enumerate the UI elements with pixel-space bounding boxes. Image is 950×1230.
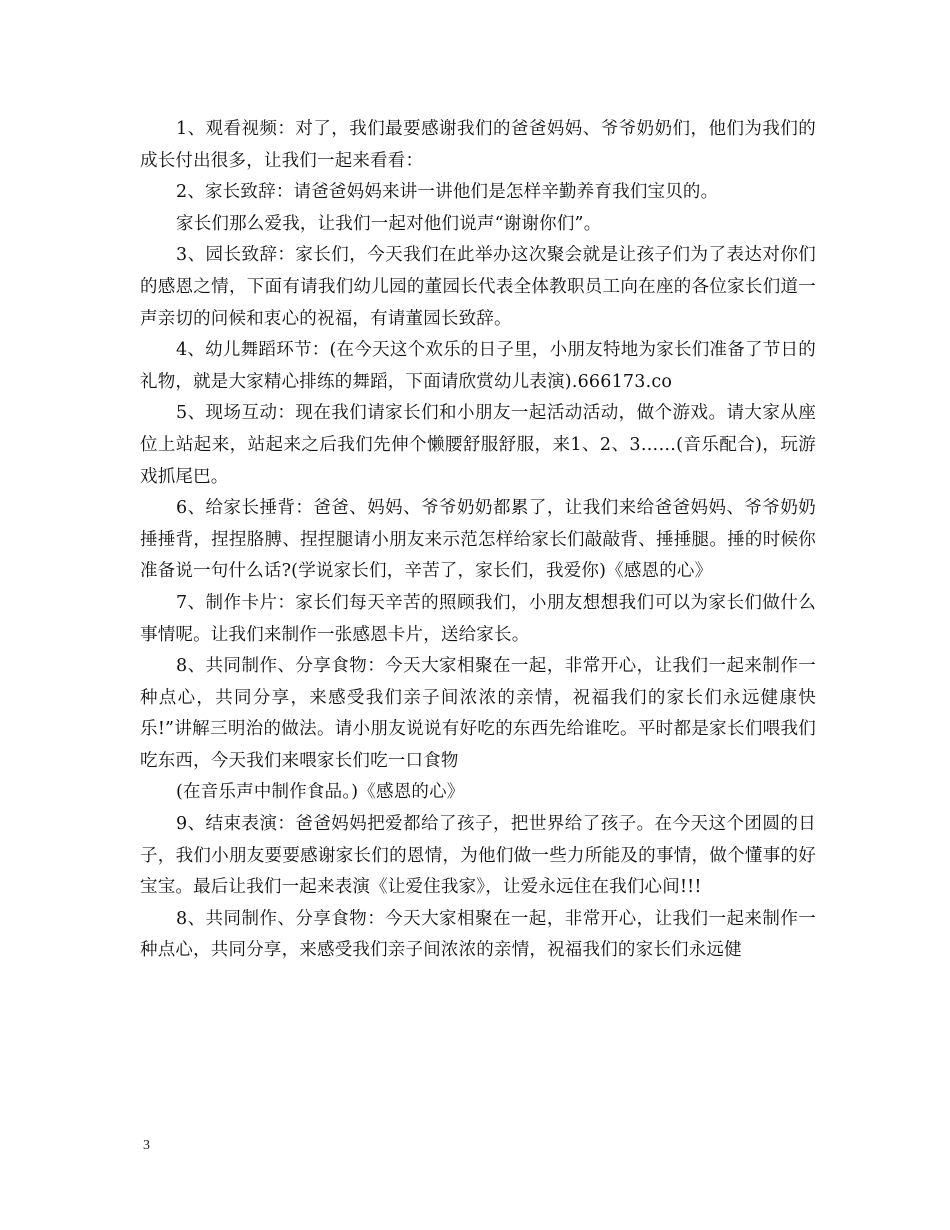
paragraph-parent-speech: 2、家长致辞：请爸爸妈妈来讲一讲他们是怎样辛勤养育我们宝贝的。 xyxy=(176,182,719,203)
paragraph-dance: 4、幼儿舞蹈环节：(在今天这个欢乐的日子里，小朋友特地为家长们准备了节日的礼物，就是大家精心排练的舞蹈，下面请欣赏幼儿表演).666173.co xyxy=(140,340,816,392)
page-number: 3 xyxy=(143,1138,150,1153)
paragraph-thank-parents: 家长们那么爱我，让我们一起对他们说声“谢谢你们”。 xyxy=(176,213,602,234)
paragraph-watch-video: 1、观看视频：对了，我们最要感谢我们的爸爸妈妈、爷爷奶奶们，他们为我们的成长付出很多，让我们一起来看看： xyxy=(140,119,816,171)
paragraph-principal-speech: 3、园长致辞：家长们，今天我们在此举办这次聚会就是让孩子们为了表达对你们的感恩之情，下面有请我们幼儿园的董园长代表全体教职员工向在座的各位家长们道一声亲切的问候和衷心的祝福，有请董园长致辞。 xyxy=(140,245,816,329)
paragraph-music-note: (在音乐声中制作食品。)《感恩的心》 xyxy=(176,782,465,803)
paragraph-share-food: 8、共同制作、分享食物：今天大家相聚在一起，非常开心，让我们一起来制作一种点心，共同分享，来感受我们亲子间浓浓的亲情，祝福我们的家长们永远健康快乐!”讲解三明治的做法。请小朋友说说有好吃的东西先给谁吃。平时都是家长们喂我们吃东西，今天我们来喂家长们吃一口食物 xyxy=(140,656,816,771)
paragraph-interaction: 5、现场互动：现在我们请家长们和小朋友一起活动活动，做个游戏。请大家从座位上站起来，站起来之后我们先伸个懒腰舒服舒服，来1、2、3……(音乐配合)，玩游戏抓尾巴。 xyxy=(140,403,816,487)
paragraph-make-cards: 7、制作卡片：家长们每天辛苦的照顾我们，小朋友想想我们可以为家长们做什么事情呢。让我们来制作一张感恩卡片，送给家长。 xyxy=(140,592,816,645)
paragraph-back-massage: 6、给家长捶背：爸爸、妈妈、爷爷奶奶都累了，让我们来给爸爸妈妈、爷爷奶奶捶捶背，捏捏胳膊、捏捏腿请小朋友来示范怎样给家长们敲敲背、捶捶腿。捶的时候你准备说一句什么话?(学说家长们，辛苦了，家长们，我爱你)《感恩的心》 xyxy=(140,498,816,582)
paragraph-share-food-repeat: 8、共同制作、分享食物：今天大家相聚在一起，非常开心，让我们一起来制作一种点心，共同分享，来感受我们亲子间浓浓的亲情，祝福我们的家长们永远健 xyxy=(140,908,816,961)
document-body xyxy=(140,114,816,967)
paragraph-closing-performance: 9、结束表演：爸爸妈妈把爱都给了孩子，把世界给了孩子。在今天这个团圆的日子，我们小朋友要要感谢家长们的恩情，为他们做一些力所能及的事情，做个懂事的好宝宝。最后让我们一起来表演《让爱住我家》，让爱永远住在我们心间!!! xyxy=(140,814,816,898)
